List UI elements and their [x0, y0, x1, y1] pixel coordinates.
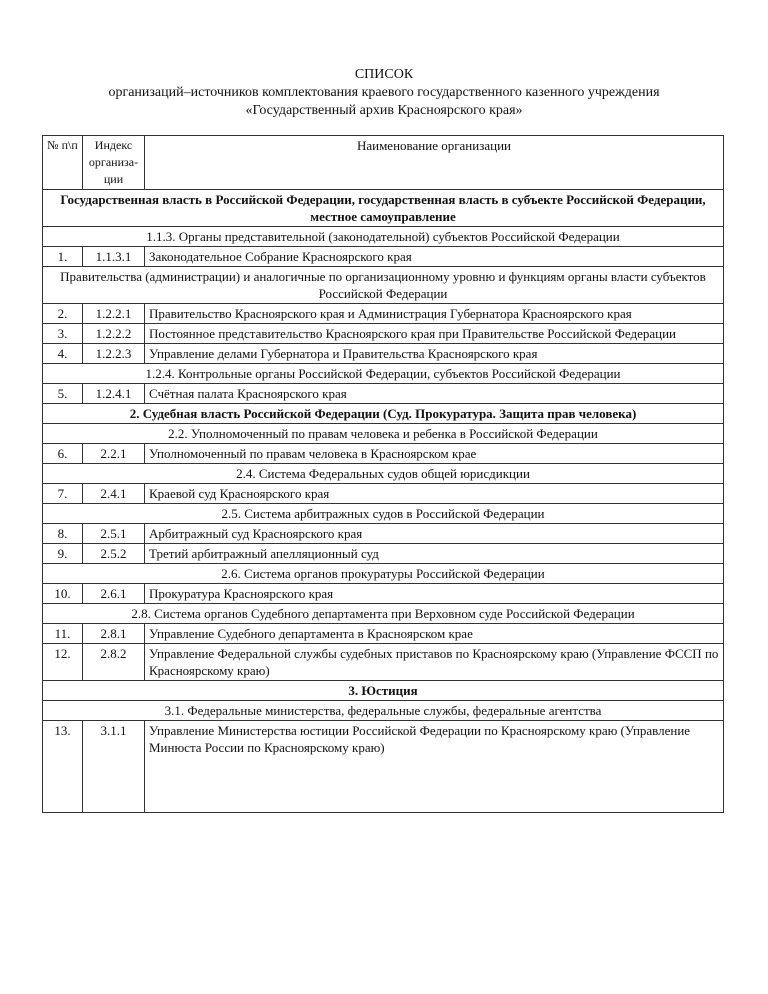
subsection-heading-row — [43, 564, 724, 584]
row-number: 7. — [43, 484, 83, 504]
header-number: № п\п — [43, 136, 83, 190]
row-number: 2. — [43, 304, 83, 324]
row-number: 13. — [43, 721, 83, 813]
row-number: 12. — [43, 644, 83, 681]
subsection-heading: 1.1.3. Органы представительной (законодательной) субъектов Российской Федерации — [43, 227, 724, 247]
row-number: 4. — [43, 344, 83, 364]
table-row — [43, 644, 724, 681]
section-heading: Государственная власть в Российской Федерации, государственная власть в субъекте Российской Федерации, местное самоуправление — [43, 190, 724, 227]
subsection-heading: Правительства (администрации) и аналогичные по организационному уровню и функциям органы власти субъектов Российской Федерации — [43, 267, 724, 304]
subsection-heading-row — [43, 267, 724, 304]
section-heading: 2. Судебная власть Российской Федерации (Суд. Прокуратура. Защита прав человека) — [43, 404, 724, 424]
table-row — [43, 247, 724, 267]
row-organization-name: Управление Федеральной службы судебных приставов по Красноярскому краю (Управление ФССП по Красноярскому краю) — [145, 644, 724, 681]
table-row — [43, 624, 724, 644]
subsection-heading: 2.6. Система органов прокуратуры Российской Федерации — [43, 564, 724, 584]
organizations-table-body — [43, 136, 724, 813]
row-organization-name: Арбитражный суд Красноярского края — [145, 524, 724, 544]
row-index: 3.1.1 — [83, 721, 145, 813]
row-index: 2.5.1 — [83, 524, 145, 544]
table-row — [43, 324, 724, 344]
organizations-table — [42, 135, 724, 813]
row-number: 11. — [43, 624, 83, 644]
row-number: 3. — [43, 324, 83, 344]
row-number: 10. — [43, 584, 83, 604]
subsection-heading-row — [43, 464, 724, 484]
table-row — [43, 584, 724, 604]
table-row — [43, 484, 724, 504]
document-subtitle-line1: организаций–источников комплектования краевого государственного казенного учреждения — [108, 85, 660, 100]
header-index: Индекс организа-ции — [83, 136, 145, 190]
section-heading-row — [43, 681, 724, 701]
row-organization-name: Счётная палата Красноярского края — [145, 384, 724, 404]
row-index: 2.8.2 — [83, 644, 145, 681]
table-row — [43, 721, 724, 813]
row-index: 1.2.2.3 — [83, 344, 145, 364]
row-index: 2.2.1 — [83, 444, 145, 464]
subsection-heading: 2.2. Уполномоченный по правам человека и ребенка в Российской Федерации — [43, 424, 724, 444]
row-organization-name: Прокуратура Красноярского края — [145, 584, 724, 604]
header-name: Наименование организации — [145, 136, 724, 190]
row-index: 2.8.1 — [83, 624, 145, 644]
row-index: 1.2.2.1 — [83, 304, 145, 324]
subsection-heading-row — [43, 701, 724, 721]
subsection-heading-row — [43, 227, 724, 247]
table-row — [43, 384, 724, 404]
row-index: 2.5.2 — [83, 544, 145, 564]
section-heading-row — [43, 190, 724, 227]
table-row — [43, 524, 724, 544]
subsection-heading-row — [43, 604, 724, 624]
row-organization-name: Уполномоченный по правам человека в Красноярском крае — [145, 444, 724, 464]
row-number: 5. — [43, 384, 83, 404]
section-heading-row — [43, 404, 724, 424]
table-header-row — [43, 136, 724, 190]
row-index: 2.6.1 — [83, 584, 145, 604]
row-index: 1.1.3.1 — [83, 247, 145, 267]
subsection-heading-row — [43, 504, 724, 524]
row-index: 1.2.4.1 — [83, 384, 145, 404]
subsection-heading: 3.1. Федеральные министерства, федеральные службы, федеральные агентства — [43, 701, 724, 721]
document-title: СПИСОК — [354, 67, 414, 82]
row-number: 6. — [43, 444, 83, 464]
row-index: 2.4.1 — [83, 484, 145, 504]
row-number: 9. — [43, 544, 83, 564]
row-organization-name: Постоянное представительство Красноярского края при Правительстве Российской Федерации — [145, 324, 724, 344]
row-organization-name: Управление Судебного департамента в Красноярском крае — [145, 624, 724, 644]
table-row — [43, 344, 724, 364]
subsection-heading: 2.4. Система Федеральных судов общей юрисдикции — [43, 464, 724, 484]
row-number: 8. — [43, 524, 83, 544]
row-number: 1. — [43, 247, 83, 267]
row-organization-name: Управление Министерства юстиции Российской Федерации по Красноярскому краю (Управление Минюста России по Красноярскому краю) — [145, 721, 724, 813]
subsection-heading: 2.8. Система органов Судебного департамента при Верховном суде Российской Федерации — [43, 604, 724, 624]
row-organization-name: Правительство Красноярского края и Администрация Губернатора Красноярского края — [145, 304, 724, 324]
row-organization-name: Законодательное Собрание Красноярского края — [145, 247, 724, 267]
subsection-heading: 1.2.4. Контрольные органы Российской Федерации, субъектов Российской Федерации — [43, 364, 724, 384]
table-row — [43, 544, 724, 564]
row-organization-name: Управление делами Губернатора и Правительства Красноярского края — [145, 344, 724, 364]
row-organization-name: Краевой суд Красноярского края — [145, 484, 724, 504]
table-row — [43, 444, 724, 464]
table-row — [43, 304, 724, 324]
document-subtitle-line2: «Государственный архив Красноярского края» — [245, 103, 523, 118]
row-index: 1.2.2.2 — [83, 324, 145, 344]
row-organization-name: Третий арбитражный апелляционный суд — [145, 544, 724, 564]
subsection-heading-row — [43, 424, 724, 444]
subsection-heading: 2.5. Система арбитражных судов в Российской Федерации — [43, 504, 724, 524]
subsection-heading-row — [43, 364, 724, 384]
section-heading: 3. Юстиция — [43, 681, 724, 701]
